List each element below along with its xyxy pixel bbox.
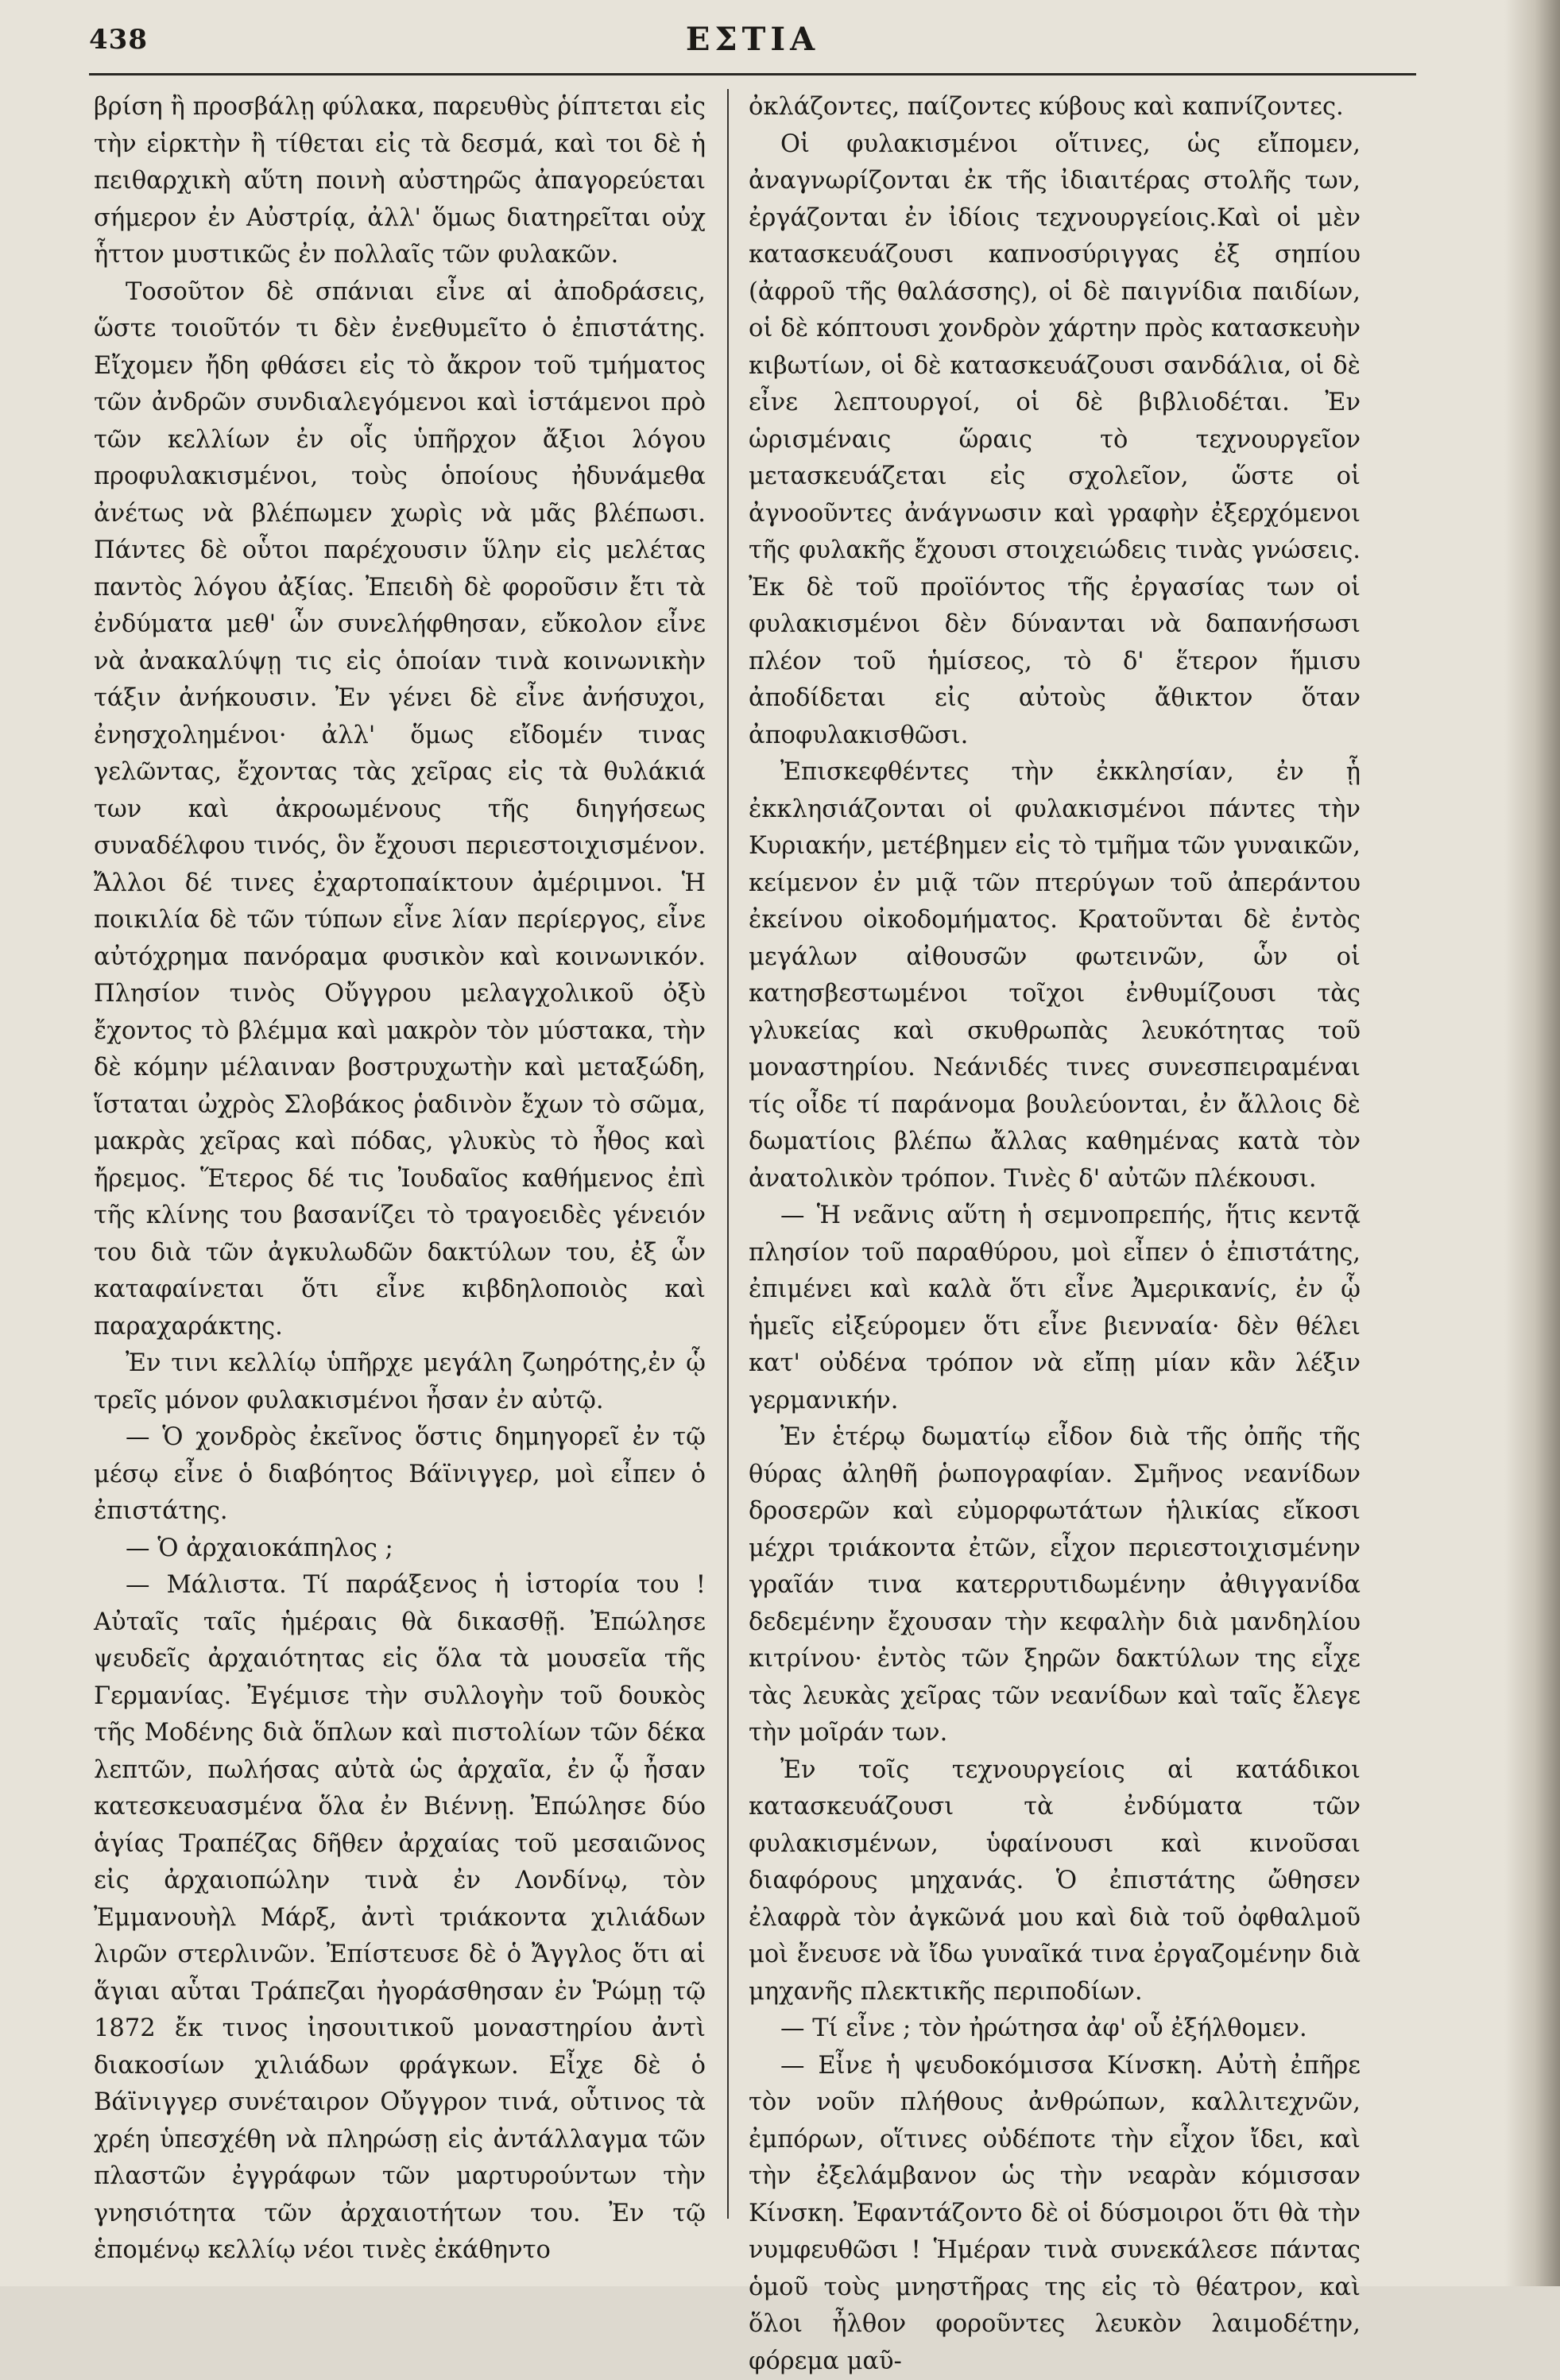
text-paragraph: Οἱ φυλακισμένοι οἵτινες, ὡς εἴπομεν, ἀναγνωρίζονται ἐκ τῆς ἰδιαιτέρας στολῆς των, ἐργάζονται ἐν ἰδίοις τεχνουργείοις.Καὶ οἱ μὲν κατασκευάζουσι καπνοσύριγγας ἐξ σηπίου (ἀφροῦ τῆς θαλάσσης), οἱ δὲ παιγνίδια παιδίων, οἱ δὲ κόπτουσι χονδρὸν χάρτην πρὸς κατασκευὴν κιβωτίων, οἱ δὲ κατασκευάζουσι σανδάλια, οἱ δὲ εἶνε λεπτουργοί, οἱ δὲ βιβλιοδέται. Ἐν ὡρισμέναις ὥραις τὸ τεχνουργεῖον μετασκευάζεται εἰς σχολεῖον, ὥστε οἱ ἀγνοοῦντες ἀνάγνωσιν καὶ γραφὴν ἐξερχόμενοι τῆς φυλακῆς ἔχουσι στοιχειώδεις τινὰς γνώσεις. Ἐκ δὲ τοῦ προϊόντος τῆς ἐργασίας των οἱ φυλακισμένοι δὲν δύνανται νὰ δαπανήσωσι πλέον τοῦ ἡμίσεος, τὸ δ' ἕτερον ἥμισυ ἀποδίδεται εἰς αὐτοὺς ἄθικτον ὅταν ἀποφυλακισθῶσι. — [749, 126, 1361, 755]
dialogue-paragraph: — Ὁ ἀρχαιοκάπηλος ; — [94, 1531, 706, 1568]
dialogue-paragraph: — Εἶνε ἡ ψευδοκόμισσα Κίνσκη. Αὐτὴ ἐπῆρε τὸν νοῦν πλήθους ἀνθρώπων, καλλιτεχνῶν, ἐμπόρων, οἵτινες οὐδέποτε τὴν εἶχον ἴδει, καὶ τὴν ἐξελάμβανον ὡς τὴν νεαρὰν κόμισσαν Κίνσκη. Ἐφαντάζοντο δὲ οἱ δύσμοιροι ὅτι θὰ τὴν νυμφευθῶσι ! Ἡμέραν τινὰ συνεκάλεσε πάντας ὁμοῦ τοὺς μνηστῆρας της εἰς τὸ θέατρον, καὶ ὅλοι ἦλθον φοροῦντες λευκὸν λαιμοδέτην, φόρεμα μαῦ- — [749, 2048, 1361, 2380]
text-paragraph: βρίση ἢ προσβάλῃ φύλακα, παρευθὺς ῥίπτεται εἰς τὴν εἱρκτὴν ἢ τίθεται εἰς τὰ δεσμά, καὶ τοι δὲ ἡ πειθαρχικὴ αὕτη ποινὴ αὐστηρῶς ἀπαγορεύεται σήμερον ἐν Αὐστρίᾳ, ἀλλ' ὅμως διατηρεῖται οὐχ ἧττον μυστικῶς ἐν πολλαῖς τῶν φυλακῶν. — [94, 89, 706, 274]
dialogue-paragraph: — Ὁ χονδρὸς ἐκεῖνος ὅστις δημηγορεῖ ἐν τῷ μέσῳ εἶνε ὁ διαβόητος Βάϊνιγγερ, μοὶ εἶπεν ὁ ἐπιστάτης. — [94, 1419, 706, 1531]
left-column — [94, 89, 706, 2270]
dialogue-paragraph: — Τί εἶνε ; τὸν ἠρώτησα ἀφ' οὗ ἐξήλθομεν. — [749, 2010, 1361, 2048]
text-paragraph: Ἐν τοῖς τεχνουργείοις αἱ κατάδικοι κατασκευάζουσι τὰ ἐνδύματα τῶν φυλακισμένων, ὑφαίνουσι καὶ κινοῦσαι διαφόρους μηχανάς. Ὁ ἐπιστάτης ὤθησεν ἐλαφρὰ τὸν ἀγκῶνά μου καὶ διὰ τοῦ ὀφθαλμοῦ μοὶ ἔνευσε νὰ ἴδω γυναῖκά τινα ἐργαζομένην διὰ μηχανῆς πλεκτικῆς περιποδίων. — [749, 1752, 1361, 2011]
text-paragraph: Ἐπισκεφθέντες τὴν ἐκκλησίαν, ἐν ᾗ ἐκκλησιάζονται οἱ φυλακισμένοι πάντες τὴν Κυριακήν, μετέβημεν εἰς τὸ τμῆμα τῶν γυναικῶν, κείμενον ἐν μιᾷ τῶν πτερύγων τοῦ ἀπεράντου ἐκείνου οἰκοδομήματος. Κρατοῦνται δὲ ἐντὸς μεγάλων αἰθουσῶν φωτεινῶν, ὧν οἱ κατησβεστωμένοι τοῖχοι ἐνθυμίζουσι τὰς γλυκείας καὶ σκυθρωπὰς λευκότητας τοῦ μοναστηρίου. Νεάνιδές τινες συνεσπειραμέναι τίς οἶδε τί παράνομα βουλεύονται, ἐν ἄλλοις δὲ δωματίοις βλέπω ἄλλας καθημένας κατὰ τὸν ἀνατολικὸν τρόπον. Τινὲς δ' αὐτῶν πλέκουσι. — [749, 754, 1361, 1198]
text-paragraph: Ἐν τινι κελλίῳ ὑπῆρχε μεγάλη ζωηρότης,ἐν ᾧ τρεῖς μόνον φυλακισμένοι ἦσαν ἐν αὐτῷ. — [94, 1345, 706, 1419]
text-paragraph: ὀκλάζοντες, παίζοντες κύβους καὶ καπνίζοντες. — [749, 89, 1361, 126]
page-binding-shadow — [1504, 0, 1560, 2286]
right-column — [749, 89, 1361, 2380]
text-paragraph: Τοσοῦτον δὲ σπάνιαι εἶνε αἱ ἀποδράσεις, ὥστε τοιοῦτόν τι δὲν ἐνεθυμεῖτο ὁ ἐπιστάτης. Εἴχομεν ἤδη φθάσει εἰς τὸ ἄκρον τοῦ τμήματος τῶν ἀνδρῶν συνδιαλεγόμενοι καὶ ἱστάμενοι πρὸ τῶν κελλίων ἐν οἷς ὑπῆρχον ἄξιοι λόγου προφυλακισμένοι, τοὺς ὁποίους ἠδυνάμεθα ἀνέτως νὰ βλέπωμεν χωρὶς νὰ μᾶς βλέπωσι. Πάντες δὲ οὗτοι παρέχουσιν ὕλην εἰς μελέτας παντὸς λόγου ἀξίας. Ἐπειδὴ δὲ φοροῦσιν ἔτι τὰ ἐνδύματα μεθ' ὧν συνελήφθησαν, εὔκολον εἶνε νὰ ἀνακαλύψῃ τις εἰς ὁποίαν τινὰ κοινωνικὴν τάξιν ἀνήκουσιν. Ἐν γένει δὲ εἶνε ἀνήσυχοι, ἐνησχολημένοι· ἀλλ' ὅμως εἴδομέν τινας γελῶντας, ἔχοντας τὰς χεῖρας εἰς τὰ θυλάκιά των καὶ ἀκροωμένους τῆς διηγήσεως συναδέλφου τινός, ὃν ἔχουσι περιεστοιχισμένον. Ἄλλοι δέ τινες ἐχαρτοπαίκτουν ἀμέριμνοι. Ἡ ποικιλία δὲ τῶν τύπων εἶνε λίαν περίεργος, εἶνε αὐτόχρημα πανόραμα φυσικὸν καὶ κοινωνικόν. Πλησίον τινὸς Οὔγγρου μελαγχολικοῦ ὀξὺ ἔχοντος τὸ βλέμμα καὶ μακρὸν τὸν μύστακα, τὴν δὲ κόμην μέλαιναν βοστρυχωτὴν καὶ μεταξώδη, ἵσταται ὠχρὸς Σλοβάκος ῥαδινὸν ἔχων τὸ σῶμα, μακρὰς χεῖρας καὶ πόδας, γλυκὺς τὸ ἦθος καὶ ἤρεμος. Ἕτερος δέ τις Ἰουδαῖος καθήμενος ἐπὶ τῆς κλίνης του βασανίζει τὸ τραγοειδὲς γένειόν του διὰ τῶν ἀγκυλωδῶν δακτύλων του, ἐξ ὧν καταφαίνεται ὅτι εἶνε κιβδηλοποιὸς καὶ παραχαράκτης. — [94, 274, 706, 1346]
column-divider — [727, 89, 729, 2219]
text-paragraph: Ἐν ἑτέρῳ δωματίῳ εἶδον διὰ τῆς ὀπῆς τῆς θύρας ἀληθῆ ῥωπογραφίαν. Σμῆνος νεανίδων δροσερῶν καὶ εὐμορφωτάτων ἡλικίας εἴκοσι μέχρι τριάκοντα ἐτῶν, εἶχον περιεστοιχισμένην γραῖάν τινα κατερρυτιδωμένην ἀθιγγανίδα δεδεμένην ἔχουσαν τὴν κεφαλὴν διὰ μανδηλίου κιτρίνου· ἐντὸς τῶν ξηρῶν δακτύλων της εἶχε τὰς λευκὰς χεῖρας τῶν νεανίδων καὶ ταῖς ἔλεγε τὴν μοῖράν των. — [749, 1419, 1361, 1752]
dialogue-paragraph: — Ἡ νεᾶνις αὕτη ἡ σεμνοπρεπής, ἥτις κεντᾷ πλησίον τοῦ παραθύρου, μοὶ εἶπεν ὁ ἐπιστάτης, ἐπιμένει καὶ καλὰ ὅτι εἶνε Ἀμερικανίς, ἐν ᾧ ἡμεῖς εἰξεύρομεν ὅτι εἶνε βιενναία· δὲν θέλει κατ' οὐδένα τρόπον νὰ εἴπῃ μίαν κἂν λέξιν γερμανικήν. — [749, 1198, 1361, 1419]
publication-title: ΕΣΤΙΑ — [89, 21, 1416, 58]
header-rule — [89, 73, 1416, 75]
page-header — [89, 17, 1416, 67]
dialogue-paragraph: — Μάλιστα. Τί παράξενος ἡ ἱστορία του ! Αὐταῖς ταῖς ἡμέραις θὰ δικασθῇ. Ἐπώλησε ψευδεῖς ἀρχαιότητας εἰς ὅλα τὰ μουσεῖα τῆς Γερμανίας. Ἐγέμισε τὴν συλλογὴν τοῦ δουκὸς τῆς Μοδένης διὰ ὅπλων καὶ πιστολίων τῶν δέκα λεπτῶν, πωλήσας αὐτὰ ὡς ἀρχαῖα, ἐν ᾧ ἦσαν κατεσκευασμένα ὅλα ἐν Βιέννῃ. Ἐπώλησε δύο ἁγίας Τραπέζας δῆθεν ἀρχαίας τοῦ μεσαιῶνος εἰς ἀρχαιοπώλην τινὰ ἐν Λονδίνῳ, τὸν Ἐμμανουὴλ Μάρξ, ἀντὶ τριάκοντα χιλιάδων λιρῶν στερλινῶν. Ἐπίστευσε δὲ ὁ Ἄγγλος ὅτι αἱ ἅγιαι αὗται Τράπεζαι ἠγοράσθησαν ἐν Ῥώμῃ τῷ 1872 ἔκ τινος ἰησουιτικοῦ μοναστηρίου ἀντὶ διακοσίων χιλιάδων φράγκων. Εἶχε δὲ ὁ Βάϊνιγγερ συνέταιρον Οὔγγρον τινά, οὗτινος τὰ χρέη ὑπεσχέθη νὰ πληρώσῃ εἰς ἀντάλλαγμα τῶν πλαστῶν ἐγγράφων τῶν μαρτυρούντων τὴν γνησιότητα τῶν ἀρχαιοτήτων του. Ἐν τῷ ἑπομένῳ κελλίῳ νέοι τινὲς ἐκάθηντο — [94, 1567, 706, 2270]
page-number: 438 — [89, 24, 148, 56]
